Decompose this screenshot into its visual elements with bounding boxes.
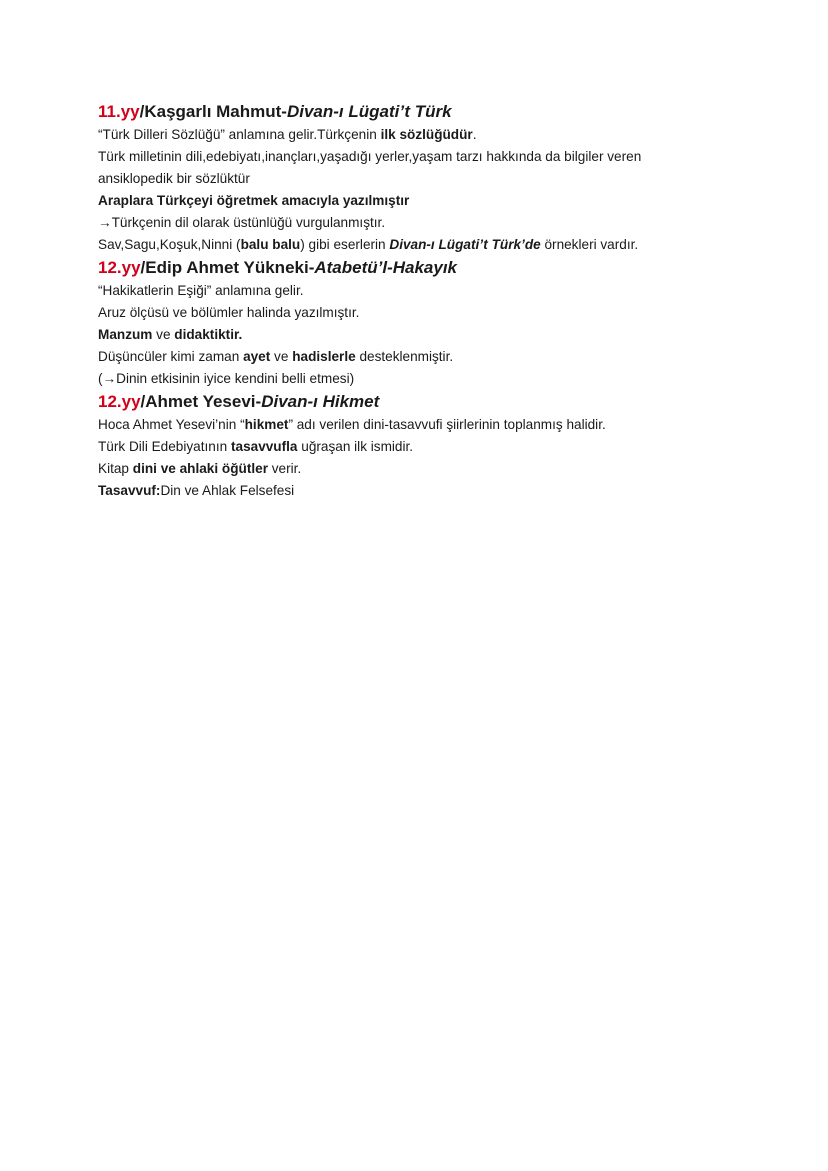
text-segment: “Türk Dilleri Sözlüğü” anlamına gelir.Türkçenin xyxy=(98,127,381,142)
text-line xyxy=(98,458,738,480)
text-segment: ” adı verilen dini-tasavvufi şiirlerinin toplanmış halidir. xyxy=(288,417,606,432)
section-heading xyxy=(98,256,738,280)
emphasis-text: dini ve ahlaki öğütler xyxy=(132,461,268,476)
text-segment: verir. xyxy=(267,461,302,476)
text-segment: . xyxy=(472,127,477,142)
emphasis-text: tasavvufla xyxy=(230,439,298,454)
author-name: /Edip Ahmet Yükneki- xyxy=(140,258,315,277)
text-segment: örnekleri vardır. xyxy=(540,237,639,252)
text-segment: Din ve Ahlak Felsefesi xyxy=(160,483,295,498)
text-segment: Kitap xyxy=(98,461,133,476)
work-title: Divan-ı Hikmet xyxy=(261,392,380,411)
section-heading xyxy=(98,100,738,124)
text-line xyxy=(98,414,738,436)
emphasis-text: didaktiktir. xyxy=(174,327,243,342)
text-line xyxy=(98,324,738,346)
section-heading xyxy=(98,390,738,414)
author-name: /Kaşgarlı Mahmut- xyxy=(139,102,287,121)
text-segment: Hoca Ahmet Yesevi’nin “ xyxy=(98,417,245,432)
text-segment: uğraşan ilk ismidir. xyxy=(297,439,414,454)
text-line xyxy=(98,346,738,368)
document-page xyxy=(98,100,738,502)
emphasis-text: balu balu xyxy=(240,237,301,252)
text-segment: desteklenmiştir. xyxy=(355,349,454,364)
emphasis-text: Divan-ı Lügati’t Türk’de xyxy=(389,237,541,252)
work-title: Atabetü’l-Hakayık xyxy=(314,258,458,277)
text-segment: Düşüncüler kimi zaman xyxy=(98,349,244,364)
emphasis-text: Manzum xyxy=(98,327,153,342)
text-line xyxy=(98,480,738,502)
text-segment: ansiklopedik bir sözlüktür xyxy=(98,171,250,186)
text-line xyxy=(98,190,738,212)
emphasis-text: hadislerle xyxy=(292,349,356,364)
text-line xyxy=(98,124,738,146)
emphasis-text: ilk sözlüğüdür xyxy=(380,127,473,142)
text-segment: “Hakikatlerin Eşiği” anlamına gelir. xyxy=(98,283,304,298)
text-segment: Türk Dili Edebiyatının xyxy=(98,439,231,454)
text-segment: →Türkçenin dil olarak üstünlüğü vurgulanmıştır. xyxy=(98,215,386,230)
emphasis-text: Araplara Türkçeyi öğretmek amacıyla yazılmıştır xyxy=(98,193,410,208)
text-line xyxy=(98,280,738,302)
author-name: /Ahmet Yesevi- xyxy=(140,392,262,411)
emphasis-text: hikmet xyxy=(244,417,289,432)
text-segment: ve xyxy=(270,349,293,364)
text-line xyxy=(98,436,738,458)
century-label: 11.yy xyxy=(98,102,140,121)
work-title: Divan-ı Lügati’t Türk xyxy=(286,102,452,121)
text-segment: ) gibi eserlerin xyxy=(300,237,390,252)
century-label: 12.yy xyxy=(98,258,141,277)
text-line xyxy=(98,212,738,234)
text-segment: (→Dinin etkisinin iyice kendini belli etmesi) xyxy=(98,371,355,386)
century-label: 12.yy xyxy=(98,392,141,411)
text-segment: Türk milletinin dili,edebiyatı,inançları,yaşadığı yerler,yaşam tarzı hakkında da bilgiler veren xyxy=(98,149,642,164)
text-segment: Aruz ölçüsü ve bölümler halinda yazılmıştır. xyxy=(98,305,360,320)
text-line xyxy=(98,234,738,256)
text-line xyxy=(98,168,738,190)
text-line xyxy=(98,146,738,168)
text-segment: ve xyxy=(152,327,175,342)
text-segment: Sav,Sagu,Koşuk,Ninni ( xyxy=(98,237,241,252)
emphasis-text: ayet xyxy=(243,349,271,364)
text-line xyxy=(98,368,738,390)
text-line xyxy=(98,302,738,324)
emphasis-text: Tasavvuf: xyxy=(98,483,161,498)
